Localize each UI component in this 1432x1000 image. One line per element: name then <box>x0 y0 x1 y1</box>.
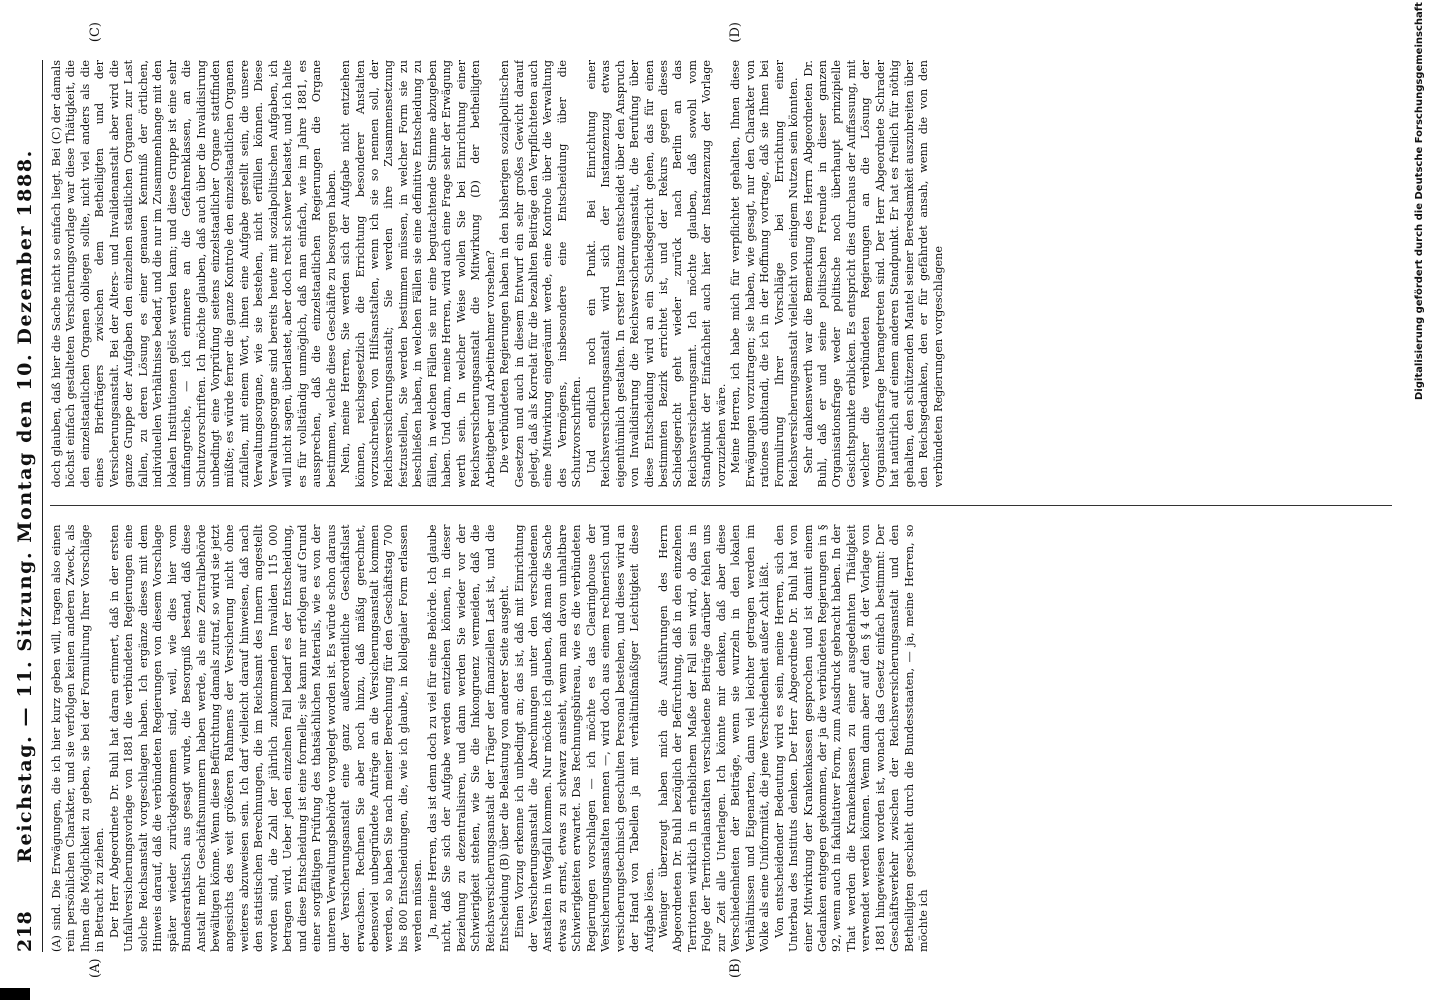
paragraph: Meine Herren, ich habe mich für verpflichtet gehalten, Ihnen diese Erwägungen vorzutragen; sie haben, wie gesagt, nur den Charakter von rationes dubitandi, die ich in der Hoffnung vortrage, daß sie Ihnen bei Formulirung Ihrer Vorschläge bei Errichtung einer Reichsversicherungsanstalt vielleicht von einigem Nutzen sein könnten. <box>729 60 801 488</box>
paragraph: Einen Vorzug erkenne ich unbedingt an; das ist, daß mit Einrichtung der Versicherungsanstalt die Abrechnungen unter den verschiedenen Anstalten in Wegfall kommen. Nur möchte ich glauben, daß man die Sache etwas zu ernst, etwas zu schwarz ansieht, wenn man davon unhaltbare Schwierigkeiten erwartet. Das Rechnungsbüreau, wie es die verbündeten Regierungen vorschlagen — ich möchte es das Clearinghouse der Versicherungsanstalten nennen —, wird doch aus einem rechnerisch und versicherungstechnisch geschulten Personal bestehen, und dieses wird an der Hand von Tabellen ja mit verhältnißmäßiger Leichtigkeit diese Aufgabe lösen. <box>512 524 656 952</box>
scan-mark <box>0 988 30 1000</box>
dfg-credit <box>1413 0 1426 400</box>
column-left <box>50 525 1392 953</box>
paragraph: Ja, meine Herren, das ist denn doch zu viel für eine Behörde. Ich glaube nicht, daß Sie sich der Aufgabe werden entziehen können, in dieser Beziehung zu dezentralisiren, und dann werden Sie wieder vor der Schwierigkeit stehen, wie Sie die Inkongruenz vermeiden, daß die Reichsversicherungsanstalt der Träger der finanziellen Last ist, und die Entscheidung (B) über die Belastung von anderer Seite ausgeht. <box>425 524 512 952</box>
paragraph: Der Herr Abgeordnete Dr. Buhl hat daran erinnert, daß in der ersten Unfallversicherungsvorlage von 1881 die verbündeten Regierungen eine solche Reichsanstalt vorgeschlagen haben. Ich ergänze dieses mit dem Hinweis darauf, daß die verbündeten Regierungen von diesem Vorschlage später wieder zurückgekommen sind, weil, wie dies hier vom Bundesrathstisch aus gesagt wurde, die Besorgniß bestand, daß diese Anstalt mehr Geschäftsnummern haben werde, als eine Zentralbehörde bewältigen könne. Wenn diese Befürchtung damals zutraf, so wird sie jetzt angesichts des weit größeren Rahmens der Versicherung nicht ohne weiteres abzuweisen sein. Ich darf vielleicht darauf hinweisen, daß nach den statistischen Berechnungen, die im Reichsamt des Innern angestellt worden sind, die Zahl der jährlich zukommenden Invaliden 115 000 betragen wird. Ueber jeden einzelnen Fall bedarf es der Entscheidung, und diese Entscheidung ist eine formelle; sie kann nur erfolgen auf Grund einer sorgfältigen Prüfung des thatsächlichen Materials, wie es von der unteren Verwaltungsbehörde vorgelegt worden ist. Es würde schon daraus der Versicherungsanstalt eine ganz außerordentliche Geschäftslast erwachsen. Rechnen Sie aber noch hinzu, daß mäßig gerechnet, ebensoviel unbegründete Anträge an die Versicherungsanstalt kommen werden, so haben Sie nach meiner Berechnung für den Geschäftstag 700 bis 800 Entscheidungen, die, wie ich glaube, in kollegialer Form erlassen werden müssen. <box>107 524 425 952</box>
paragraph: Und endlich noch ein Punkt. Bei Einrichtung einer Reichsversicherungsanstalt wird sich der Instanzenzug etwas eigenthümlich gestalten. In erster Instanz entscheidet über den Anspruch von Invalidisirung die Reichsversicherungsanstalt, die Berufung über diese Entscheidung wird an ein Schiedsgericht gehen, das für einen bestimmten Bezirk errichtet ist, und der Rekurs gegen dieses Schiedsgericht geht wieder zurück nach Berlin an das Reichsversicherungsamt. Ich möchte glauben, daß sowohl vom Standpunkt der Einfachheit auch hier der Instanzenzug der Vorlage vorzuziehen wäre. <box>584 60 728 488</box>
paragraph: doch glauben, daß hier die Sache nicht so einfach liegt. Bei (C) der damals höchst einfach gestalteten Versicherungsvorlage war diese Thätigkeit, die den einzelstaatlichen Organen obliegen sollte, nicht viel anders als die eines Briefträgers zwischen dem Betheiligten und der Versicherungsanstalt. Bei der Alters- und Invalidenanstalt aber wird die ganze Gruppe der Aufgaben den einzelnen staatlichen Organen zur Last fallen, zu deren Lösung es einer genauen Kenntniß der örtlichen, individuellen Verhältnisse bedarf, und die nur im Zusammenhange mit den lokalen Institutionen gelöst werden kann; und diese Gruppe ist eine sehr umfangreiche, — ich erinnere an die Gefahrenklassen, an die Schutzvorschriften. Ich möchte glauben, daß auch über die Invalidisirung unbedingt eine Vorprüfung seitens einzelstaatlicher Organe stattfinden müßte; es würde ferner die ganze Kontrole den einzelstaatlichen Organen zufallen, mit einem Wort, ihnen eine Aufgabe gestellt sein, die unsere Verwaltungsorgane, wie sie bestehen, nicht erfüllen können. Diese Verwaltungsorgane sind bereits heute mit sozialpolitischen Aufgaben, ich will nicht sagen, überlastet, aber doch recht schwer belastet, und ich halte es für vollständig unmöglich, daß man einfach, wie im Jahre 1881, es aussprechen, daß die einzelstaatlichen Regierungen die Organe bestimmen, welche diese Geschäfte zu besorgen haben. <box>50 60 338 488</box>
paragraph: Von entscheidender Bedeutung wird es sein, meine Herren, sich den Unterbau des Instituts denken. Der Herr Abgeordnete Dr. Buhl hat von einer Mitwirkung der Krankenkassen gesprochen und ist damit einem Gedanken entgegen gekommen, der ja die verbündeten Regierungen in § 92, wenn auch in fakultativer Form, zum Ausdruck gebracht haben. In der That werden die Krankenkassen zu einer ausgedehnten Thätigkeit verwendet werden können. Wenn dann aber auf den § 4 der Vorlage von 1881 hingewiesen worden ist, wonach das Gesetz einfach bestimmt: Der Geschäftsverkehr zwischen der Reichsversicherungsanstalt und den Betheiligten geschieht durch die Bundesstaaten, — ja, meine Herren, so möchte ich <box>772 524 931 952</box>
page-title: Reichstag. — 11. Sitzung. Montag den 10. Dezember 1888. <box>14 149 36 863</box>
margin-letter-d: (D) <box>728 22 743 43</box>
paragraph: Weniger überzeugt haben mich die Ausführungen des Herrn Abgeordneten Dr. Buhl bezüglich der Befürchtung, daß in den einzelnen Territorien wirklich in erheblichem Maße der Fall sein wird, ob das in Folge der Territorialanstalten verschiedene Beiträge darüber fehlen uns zur Zeit alle Unterlagen. Ich könnte mir denken, daß aber diese Verschiedenheiten der Beiträge, wenn sie wurzeln in den lokalen Verhältnissen und Eigenarten, dann viel leichter getragen werden im Volke als eine Uniformität, die jene Verschiedenheit außer Acht läßt. <box>657 524 772 952</box>
margin-letter-c: (C) <box>88 22 103 43</box>
paragraph: (A) sind. Die Erwägungen, die ich hier kurz geben will, tragen also einen rein persönlichen Charakter, und sie verfolgen keinen anderen Zweck, als Ihnen die Möglichkeit zu geben, sie bei der Formulirung Ihrer Vorschläge in Betracht zu ziehen. <box>50 524 107 952</box>
margin-letter-a: (A) <box>88 958 103 978</box>
column-right <box>50 60 1392 488</box>
paragraph: Die verbündeten Regierungen haben in den bisherigen sozialpolitischen Gesetzen und auch in diesem Entwurf ein sehr großes Gewicht darauf gelegt, daß als Korrelat für die bezahlten Beiträge den Verpflichteten auch eine Mitwirkung eingeräumt werde, eine Kontrole über die Verwaltung des Vermögens, insbesondere eine Entscheidung über die Schutzvorschriften. <box>498 60 584 488</box>
page-number: 218 <box>14 910 36 952</box>
column-divider <box>50 506 1392 507</box>
text-columns <box>50 60 1392 952</box>
paragraph: Nein, meine Herren, Sie werden sich der Aufgabe nicht entziehen können, reichsgesetzlich die Errichtung besonderer Anstalten vorzuschreiben, von Hilfsanstalten, wenn ich sie so nennen soll, der Reichsversicherungsanstalt; Sie werden ihre Zusammensetzung festzustellen, Sie werden bestimmen müssen, in welcher Form sie zu beschließen haben, in welchen Fällen sie eine definitive Entscheidung zu fällen, in welchen Fällen sie nur eine begutachtende Stimme abzugeben haben. Und dann, meine Herren, wird auch eine Frage sehr der Erwägung werth sein. In welcher Weise wollen Sie bei Einrichtung einer Reichsversicherungsanstalt die Mitwirkung (D) der betheiligten Arbeitgeber und Arbeitnehmer vorsehen? <box>339 60 497 488</box>
paragraph: Sehr dankenswerth war die Bemerkung des Herrn Abgeordneten Dr. Buhl, daß er und seine politischen Freunde in dieser ganzen Organisationsfrage weder politische noch überhaupt prinzipielle Gesichtspunkte erblicken. Es entspricht dies durchaus der Auffassung, mit welcher die verbündeten Regierungen an die Lösung der Organisationsfrage herangetreten sind. Der Herr Abgeordnete Schrader hat natürlich auf einem anderen Standpunkt. Er hat es freilich für nöthig gehalten, den schützenden Mantel seiner Beredsamkeit auszubreiten über den Reichsgedanken, den er für gefährdet ansah, wenn die von den verbündeten Regierungen vorgeschlagene <box>801 60 945 488</box>
running-header <box>8 60 43 952</box>
dfg-credit-text: Digitalisierung gefördert durch die Deutsche Forschungsgemeinschaft <box>1414 2 1425 400</box>
margin-letter-b: (B) <box>728 958 743 978</box>
